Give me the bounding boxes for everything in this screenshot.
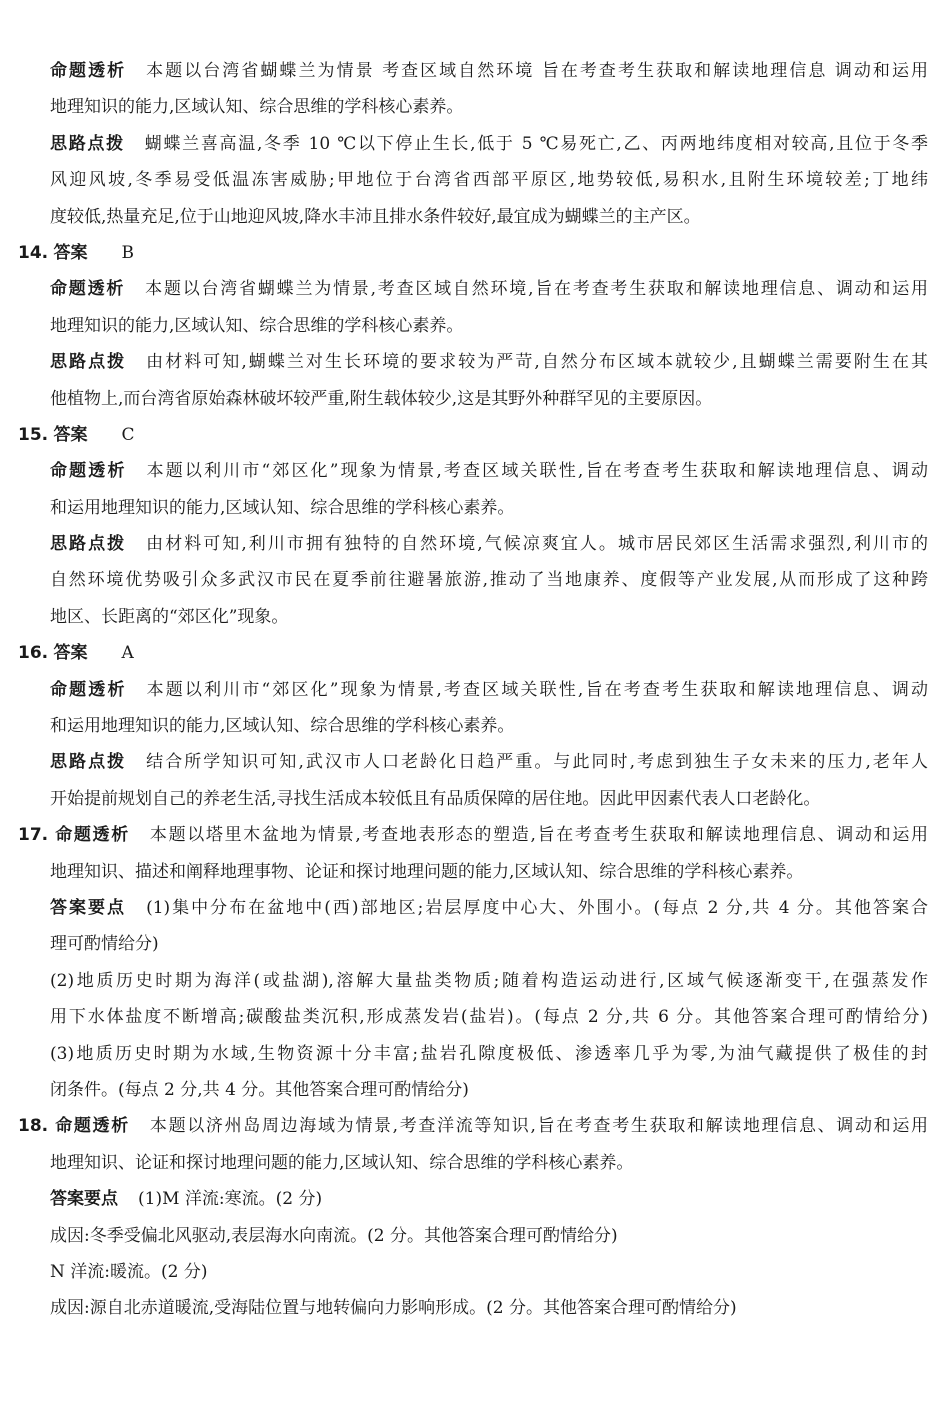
text-line <box>0 386 950 422</box>
line-text: 本题以塔里木盆地为情景,考查地表形态的塑造,旨在考查考生获取和解读地理信息、调动和运用 <box>149 825 928 846</box>
line-text: 结合所学知识可知,武汉市人口老龄化日趋严重。与此同时,考虑到独生子女未来的压力,老年人 <box>146 752 928 773</box>
question-number: 17. <box>18 825 49 846</box>
question-header <box>0 422 950 458</box>
line-text: 本题以利川市“郊区化”现象为情景,考查区域关联性,旨在考查考生获取和解读地理信息、调动 <box>146 679 928 700</box>
line-text: 本题以台湾省蝴蝶兰为情景 考查区域自然环境 旨在考查考生获取和解读地理信息 调动和运用 <box>146 61 928 81</box>
section-label: 答案要点 <box>50 1189 118 1210</box>
section-label: 思路点拨 <box>50 752 127 773</box>
question-number: 14. <box>18 242 49 263</box>
line-text: 成因:冬季受偏北风驱动,表层海水向南流。(2 分。其他答案合理可酌情给分) <box>50 1225 618 1246</box>
line-text: 和运用地理知识的能力,区域认知、综合思维的学科核心素养。 <box>50 716 515 737</box>
section-label: 命题透析 <box>50 61 127 81</box>
section-label: 答案要点 <box>50 897 127 918</box>
line-text: 闭条件。(每点 2 分,共 4 分。其他答案合理可酌情给分) <box>50 1079 469 1100</box>
section-label: 命题透析 <box>50 461 127 482</box>
text-line <box>0 604 950 640</box>
line-text: 地区、长距离的“郊区化”现象。 <box>50 606 289 627</box>
section-label: 命题透析 <box>55 1116 130 1137</box>
section-label: 思路点拨 <box>50 352 127 373</box>
question-header <box>0 240 950 276</box>
question-number: 16. <box>18 643 49 664</box>
question-header <box>0 1113 928 1149</box>
text-line <box>0 567 928 603</box>
line-text: 成因:源自北赤道暖流,受海陆位置与地转偏向力影响形成。(2 分。其他答案合理可酌情给分) <box>50 1298 737 1319</box>
answer-sheet-page <box>0 58 950 1332</box>
answer-value: A <box>121 643 134 664</box>
answer-label: 答案 <box>53 242 88 263</box>
line-text: (1)集中分布在盆地中(西)部地区;岩层厚度中心大、外围小。(每点 2 分,共 4 分。其他答案合 <box>146 897 928 918</box>
line-text: 地理知识、描述和阐释地理事物、论证和探讨地理问题的能力,区域认知、综合思维的学科核心素养。 <box>50 861 804 882</box>
text-line <box>0 786 950 822</box>
text-line <box>0 1077 950 1113</box>
section-label: 思路点拨 <box>50 133 125 154</box>
text-line <box>0 458 928 494</box>
line-text: 地理知识的能力,区域认知、综合思维的学科核心素养。 <box>50 97 464 118</box>
section-label: 思路点拨 <box>50 534 127 555</box>
line-text: (1)M 洋流:寒流。(2 分) <box>138 1189 323 1210</box>
text-line <box>0 713 950 749</box>
line-text: 地理知识、论证和探讨地理问题的能力,区域认知、综合思维的学科核心素养。 <box>50 1152 634 1173</box>
text-line <box>0 1004 928 1040</box>
question-number: 15. <box>18 424 49 445</box>
section-label: 命题透析 <box>50 279 126 300</box>
line-text: 由材料可知,蝴蝶兰对生长环境的要求较为严苛,自然分布区域本就较少,且蝴蝶兰需要附生在其 <box>146 352 928 373</box>
text-line <box>0 968 928 1004</box>
text-line <box>0 1041 928 1077</box>
text-line <box>0 1295 950 1331</box>
line-text: 本题以利川市“郊区化”现象为情景,考查区域关联性,旨在考查考生获取和解读地理信息、调动 <box>146 461 928 482</box>
line-text: (3)地质历史时期为水域,生物资源十分丰富;盐岩孔隙度极低、渗透率几乎为零,为油气藏提供了极佳的封 <box>50 1043 928 1064</box>
line-text: 理可酌情给分) <box>50 934 159 955</box>
text-line <box>0 1259 950 1295</box>
line-text: 度较低,热量充足,位于山地迎风坡,降水丰沛且排水条件较好,最宜成为蝴蝶兰的主产区。 <box>50 206 701 227</box>
answer-label: 答案 <box>53 424 88 445</box>
text-line <box>0 167 928 203</box>
text-line <box>0 131 928 167</box>
line-text: 地理知识的能力,区域认知、综合思维的学科核心素养。 <box>50 315 464 336</box>
question-header <box>0 640 950 676</box>
line-text: 本题以济州岛周边海域为情景,考查洋流等知识,旨在考查考生获取和解读地理信息、调动和运用 <box>149 1116 928 1137</box>
text-line <box>0 931 950 967</box>
text-line <box>0 859 950 895</box>
answer-value: C <box>121 424 135 445</box>
text-line <box>0 531 928 567</box>
question-number: 18. <box>18 1116 49 1137</box>
line-text: 自然环境优势吸引众多武汉市民在夏季前往避暑旅游,推动了当地康养、度假等产业发展,从而形成了这种跨 <box>50 570 928 591</box>
text-line <box>0 495 950 531</box>
section-label: 命题透析 <box>50 679 127 700</box>
line-text: N 洋流:暖流。(2 分) <box>50 1261 208 1282</box>
text-line <box>0 276 928 312</box>
text-line <box>0 1186 950 1222</box>
text-line <box>0 94 950 130</box>
text-line <box>0 313 950 349</box>
line-text: 开始提前规划自己的养老生活,寻找生活成本较低且有品质保障的居住地。因此甲因素代表人口老龄化。 <box>50 788 821 809</box>
text-line <box>0 677 928 713</box>
line-text: (2)地质历史时期为海洋(或盐湖),溶解大量盐类物质;随着构造运动进行,区域气候逐渐变干,在强蒸发作 <box>50 970 928 991</box>
line-text: 本题以台湾省蝴蝶兰为情景,考查区域自然环境,旨在考查考生获取和解读地理信息、调动和运用 <box>145 279 928 300</box>
text-line <box>0 1150 950 1186</box>
text-line <box>0 204 950 240</box>
text-line <box>0 749 928 785</box>
line-text: 风迎风坡,冬季易受低温冻害威胁;甲地位于台湾省西部平原区,地势较低,易积水,且附生环境较差;丁地纬 <box>50 170 928 191</box>
line-text: 由材料可知,利川市拥有独特的自然环境,气候凉爽宜人。城市居民郊区生活需求强烈,利川市的 <box>146 534 928 555</box>
section-label: 命题透析 <box>55 825 130 846</box>
answer-value: B <box>121 242 135 263</box>
text-line <box>0 349 928 385</box>
line-text: 他植物上,而台湾省原始森林破坏较严重,附生载体较少,这是其野外种群罕见的主要原因。 <box>50 388 713 409</box>
text-line <box>0 1223 950 1259</box>
text-line <box>0 895 928 931</box>
question-header <box>0 822 928 858</box>
line-text: 蝴蝶兰喜高温,冬季 10 ℃以下停止生长,低于 5 ℃易死亡,乙、丙两地纬度相对较高,且位于冬季 <box>144 133 928 154</box>
answer-label: 答案 <box>53 643 88 664</box>
line-text: 和运用地理知识的能力,区域认知、综合思维的学科核心素养。 <box>50 497 515 518</box>
text-line <box>0 58 928 94</box>
line-text: 用下水体盐度不断增高;碳酸盐类沉积,形成蒸发岩(盐岩)。(每点 2 分,共 6 分。其他答案合理可酌情给分) <box>50 1007 928 1028</box>
